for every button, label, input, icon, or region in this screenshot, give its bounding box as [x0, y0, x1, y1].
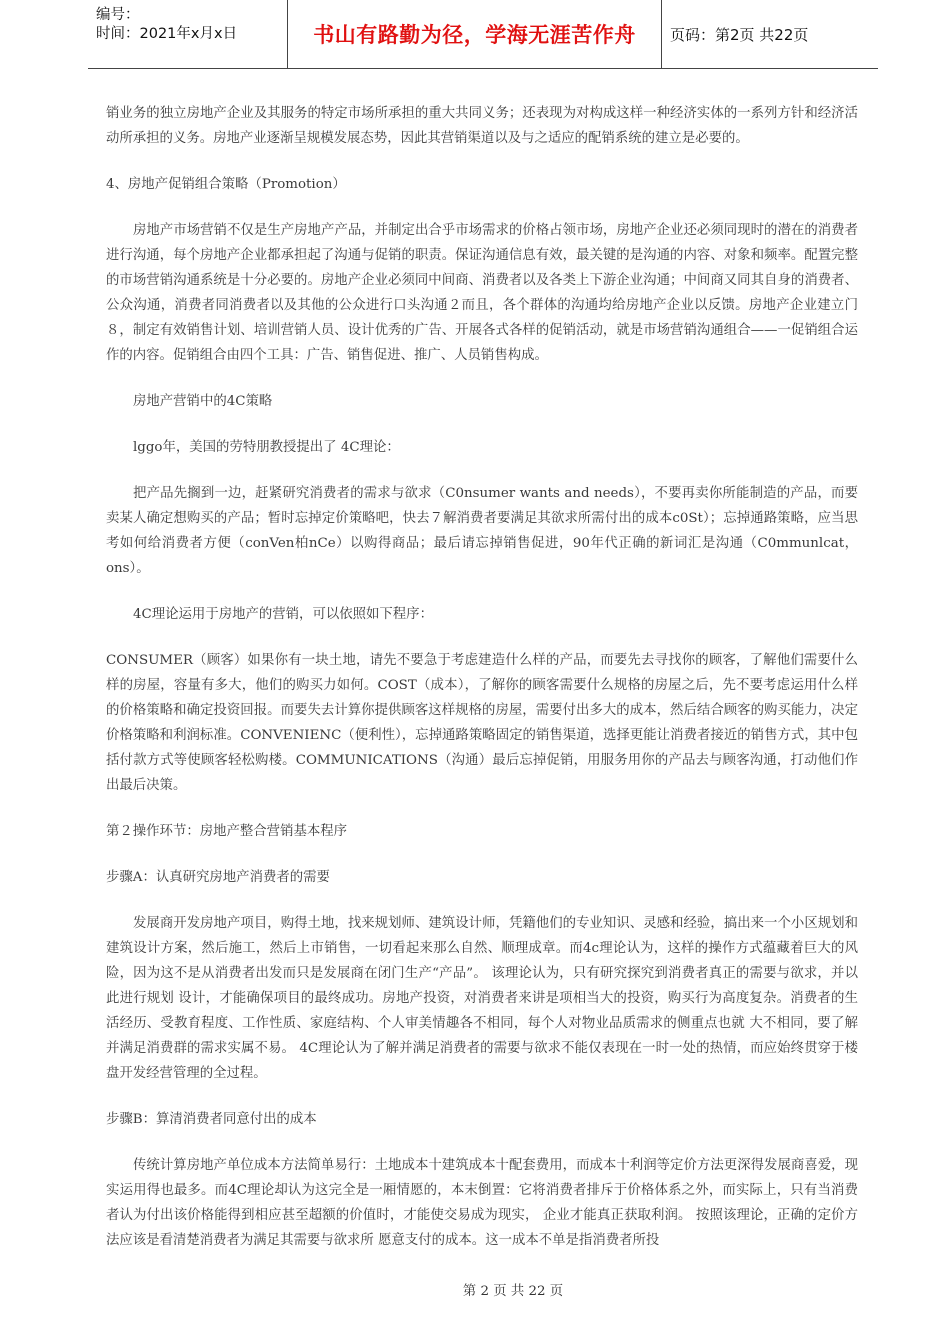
header-page-cell — [670, 0, 878, 68]
paragraph: 销业务的独立房地产企业及其服务的特定市场所承担的重大共同义务；还表现为对构成这样一种经济实体的一系列方针和经济活动所承担的义务。房地产业逐渐呈规模发展态势，因此其营销渠道以及与之适应的配销系统的建立是必要的。 — [106, 106, 858, 146]
header-meta-cell — [88, 0, 288, 68]
section-heading: 房地产营销中的4C策略 — [133, 394, 273, 409]
document-date-label: 时间：2021年x月x日 — [96, 26, 238, 42]
page-header — [88, 0, 878, 69]
paragraph: 传统计算房地产单位成本方法简单易行：土地成本十建筑成本十配套费用，而成本十利润等定价方法更深得发展商喜爱，现实运用得也最多。而4C理论却认为这完全是一厢情愿的，本末倒置：它将消费者排斥于价格体系之外，而实际上，只有当消费者认为付出该价格能得到相应甚至超额的价值时，才能使交易成为现实， 企业才能真正获取利润。 按照该理论，正确的定价方法应该是看清楚消费者为满足其需要与欲求所 愿意支付的成本。这一成本不单是指消费者所投 — [106, 1158, 858, 1248]
paragraph: 房地产市场营销不仅是生产房地产产品，并制定出合乎市场需求的价格占领市场，房地产企业还必须同现时的潜在的消费者进行沟通，每个房地产企业都承担起了沟通与促销的职责。保证沟通信息有效，最关键的是沟通的内容、对象和频率。配置完整的市场营销沟通系统是十分必要的。房地产企业必须同中间商、消费者以及各类上下游企业沟通；中间商又同其自身的消费者、公众沟通，消费者同消费者以及其他的公众进行口头沟通２而且，各个群体的沟通均给房地产企业以反馈。房地产企业建立门８，制定有效销售计划、培训营销人员、设计优秀的广告、开展各式各样的促销活动，就是市场营销沟通组合——一促销组合运作的内容。促销组合由四个工具：广告、销售促进、推广、人员销售构成。 — [106, 223, 858, 363]
section-heading: 第２操作环节：房地产整合营销基本程序 — [106, 824, 348, 839]
page-footer — [0, 1280, 950, 1299]
paragraph: CONSUMER（顾客）如果你有一块土地，请先不要急于考虑建造什么样的产品，而要先去寻找你的顾客，了解他们需要什么样的房屋，容量有多大，他们的购买力如何。COST（成本），了解你的顾客需要什么规格的房屋之后，先不要考虑运用什么样的价格策略和确定投资回报。而要失去计算你提供顾客这样规格的房屋，需要付出多大的成本，然后结合顾客的购买能力，决定价格策略和利润标准。CONVENIENC（便利性），忘掉通路策略固定的销售渠道，选择更能让消费者接近的销售方式，其中包括付款方式等使顾客轻松购楼。COMMUNICATIONS（沟通）最后忘掉促销，用服务用你的产品去与顾客沟通，打动他们作出最后决策。 — [106, 653, 858, 793]
section-heading: 4、房地产促销组合策略（Promotion） — [106, 177, 346, 192]
paragraph: 把产品先搁到一边，赶紧研究消费者的需求与欲求（C0nsumer wants and needs），不要再卖你所能制造的产品，而要卖某人确定想购买的产品；暂时忘掉定价策略吧，快去７解消费者要满足其欲求所需付出的成本c0St）；忘掉通路策略，应当思考如何给消费者方便（conVen柏nCe）以购得商品；最后请忘掉销售促进，90年代正确的新词汇是沟通（C0mmunlcat，ons）。 — [106, 486, 858, 576]
paragraph: 4C理论运用于房地产的营销，可以依照如下程序： — [133, 607, 433, 622]
document-body — [106, 101, 858, 1253]
step-heading: 步骤B：算清消费者同意付出的成本 — [106, 1112, 317, 1127]
paragraph: lggo年，美国的劳特朋教授提出了 4C理论： — [133, 440, 400, 455]
document-number-label: 编号： — [96, 7, 140, 23]
paragraph: 发展商开发房地产项目，购得土地，找来规划师、建筑设计师，凭籍他们的专业知识、灵感和经验，搞出来一个小区规划和建筑设计方案，然后施工，然后上市销售，一切看起来那么自然、顺理成章。而4c理论认为，这样的操作方式蕴藏着巨大的风险，因为这不是从消费者出发而只是发展商在闭门生产“产品”。 该理论认为，只有研究探究到消费者真正的需要与欲求，并以此进行规划 设计，才能确保项目的最终成功。房地产投资，对消费者来讲是项相当大的投资，购买行为高度复杂。消费者的生活经历、受教育程度、工作性质、家庭结构、个人审美情趣各不相同，每个人对物业品质需求的侧重点也就 大不相同，要了解并满足消费群的需求实属不易。 4C理论认为了解并满足消费者的需要与欲求不能仅表现在一时一处的热情，而应始终贯穿于楼盘开发经营管理的全过程。 — [106, 916, 858, 1081]
header-motto: 书山有路勤为径，学海无涯苦作舟 — [313, 23, 636, 47]
header-page-info: 页码：第2页 共22页 — [670, 25, 809, 44]
footer-page-number: 第 2 页 共 22 页 — [462, 1284, 564, 1299]
header-motto-cell — [288, 0, 662, 68]
step-heading: 步骤A：认真研究房地产消费者的需要 — [106, 870, 330, 885]
